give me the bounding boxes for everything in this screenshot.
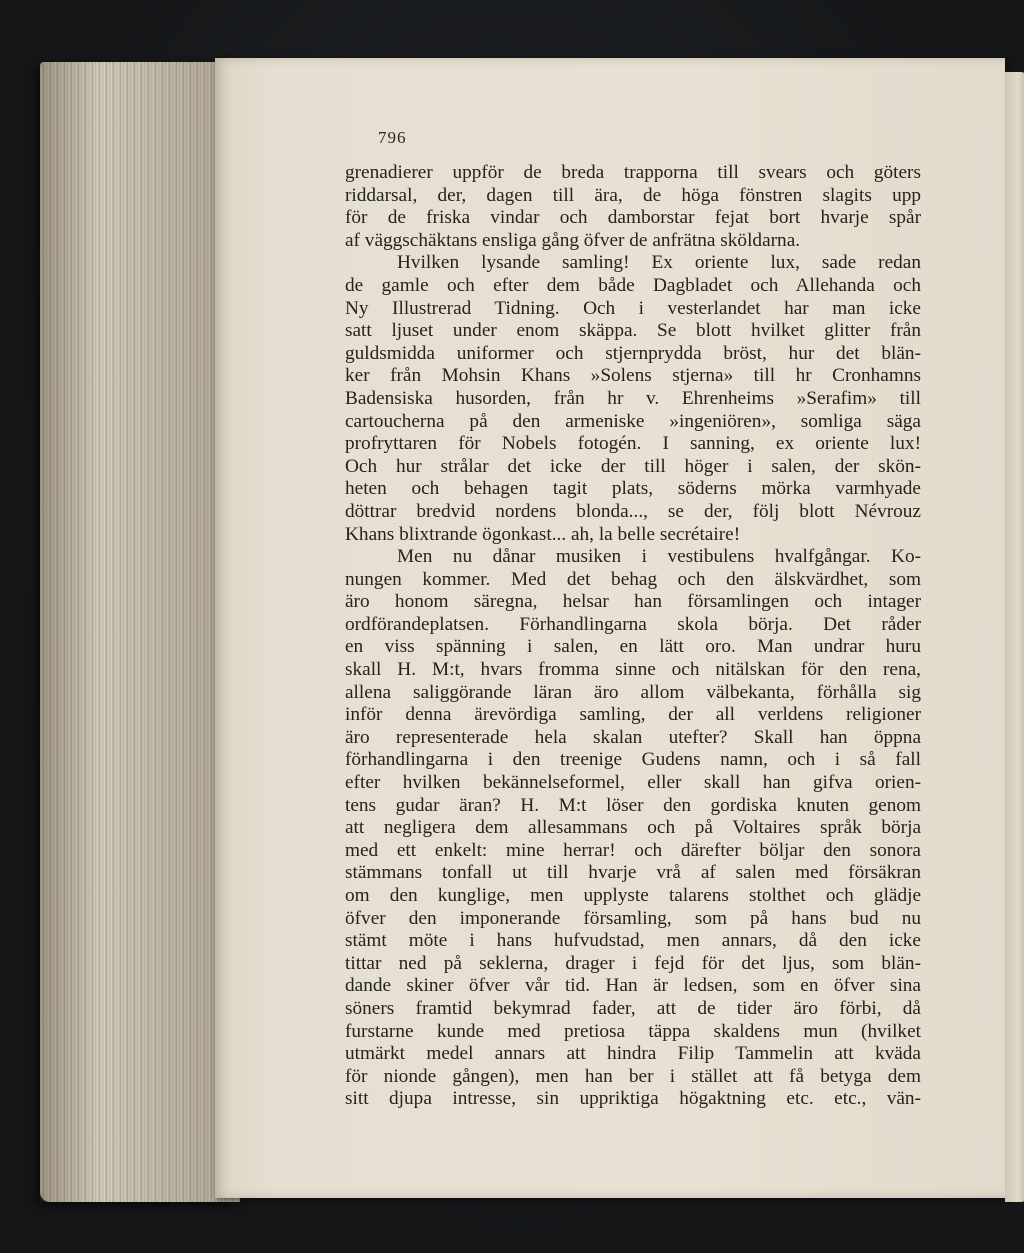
text-line: dande skiner öfver vår tid. Han är ledsen, som en öfver sina	[345, 975, 921, 997]
text-line: skall H. M:t, hvars fromma sinne och nitälskan för den rena,	[345, 659, 921, 681]
text-line: Khans blixtrande ögonkast... ah, la belle secrétaire!	[345, 523, 741, 545]
text-line: Hvilken lysande samling! Ex oriente lux, sade redan	[397, 252, 921, 274]
text-line: ordförandeplatsen. Förhandlingarna skola börja. Det råder	[345, 613, 921, 635]
text-line: profryttaren för Nobels fotogén. I sanning, ex oriente lux!	[345, 433, 921, 455]
text-line: söners framtid bekymrad fader, att de tider äro förbi, då	[345, 997, 921, 1019]
text-line: en viss spänning i salen, en lätt oro. Man undrar huru	[345, 636, 921, 658]
text-line: om den kunglige, men upplyste talarens stolthet och glädje	[345, 885, 921, 906]
text-line: inför denna ärevördiga samling, der all verldens religioner	[345, 704, 921, 726]
text-line: nungen kommer. Med det behag och den älskvärdhet, som	[345, 568, 921, 590]
text-line: stämt möte i hans hufvudstad, men annars, då den icke	[345, 930, 921, 952]
text-line: allena saliggörande läran äro allom välbekanta, förhålla sig	[345, 681, 921, 703]
body-text	[345, 162, 921, 1111]
text-line: Ny Illustrerad Tidning. Och i vesterlandet har man icke	[345, 297, 921, 319]
text-line: Badensiska husorden, från hr v. Ehrenheims »Serafim» till	[345, 387, 921, 409]
text-line: stämmans tonfall ut till hvarje vrå af salen med försäkran	[345, 862, 921, 884]
text-line: att negligera dem allesammans och på Voltaires språk börja	[345, 817, 921, 839]
text-line: cartoucherna på den armeniske »ingeniören», somliga säga	[345, 410, 921, 432]
text-line: utmärkt medel annars att hindra Filip Tammelin att kväda	[345, 1043, 921, 1065]
text-line: förhandlingarna i den treenige Gudens namn, och i så fall	[345, 749, 921, 771]
text-line: sitt djupa intresse, sin uppriktiga högaktning etc. etc., vän-	[345, 1088, 921, 1110]
text-line: furstarne kunde med pretiosa täppa skaldens mun (hvilket	[345, 1020, 921, 1042]
page-edges	[40, 62, 240, 1202]
text-line: döttrar bredvid nordens blonda..., se der, följ blott Névrouz	[345, 500, 921, 522]
text-line: efter hvilken bekännelseformel, eller skall han gifva orien-	[345, 772, 921, 794]
text-line: tens gudar äran? H. M:t löser den gordiska knuten genom	[345, 794, 921, 816]
text-line: för nionde gången), men han ber i stället att få betyga dem	[345, 1065, 921, 1087]
text-line: guldsmidda uniformer och stjernprydda bröst, hur det blän-	[345, 342, 921, 364]
text-line: Men nu dånar musiken i vestibulens hvalfgångar. Ko-	[397, 546, 921, 568]
text-line: Och hur strålar det icke der till höger i salen, der skön-	[345, 455, 921, 477]
next-page-edge	[1005, 72, 1024, 1202]
text-line: heten och behagen tagit plats, söderns mörka varmhyade	[345, 478, 921, 500]
text-line: satt ljuset under enom skäppa. Se blott hvilket glitter från	[345, 320, 921, 342]
text-line: tittar ned på seklerna, drager i fejd för det ljus, som blän-	[345, 952, 921, 974]
text-line: grenadierer uppför de breda trapporna till svears och göters	[345, 162, 921, 183]
text-line: de gamle och efter dem både Dagbladet och Allehanda och	[345, 274, 921, 296]
page-number: 796	[378, 128, 407, 147]
text-line: ker från Mohsin Khans »Solens stjerna» till hr Cronhamns	[345, 365, 921, 387]
text-line: med ett enkelt: mine herrar! och därefter böljar den sonora	[345, 839, 921, 861]
text-line: äro honom säregna, helsar han församlingen och intager	[345, 591, 921, 613]
text-line: öfver den imponerande församling, som på hans bud nu	[345, 907, 921, 929]
text-line: äro representerade hela skalan utefter? Skall han öppna	[345, 726, 921, 748]
text-line: af väggschäktans ensliga gång öfver de anfrätna sköldarna.	[345, 229, 801, 251]
text-line: riddarsal, der, dagen till ära, de höga fönstren slagits upp	[345, 184, 921, 206]
text-line: för de friska vindar och damborstar fejat bort hvarje spår	[345, 207, 921, 229]
